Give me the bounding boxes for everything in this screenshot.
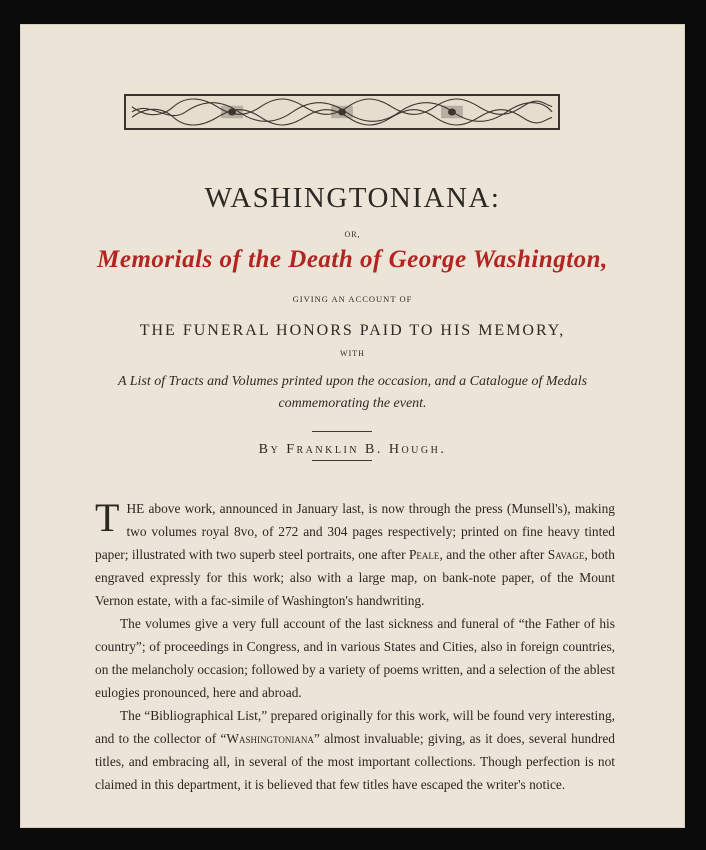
savage-name: Savage xyxy=(547,547,585,562)
washingtoniana-reference: Washingtoniana xyxy=(226,731,314,746)
paragraph-3 xyxy=(95,704,615,796)
paragraph-3-start: The “Bibliographical List,” prepared originally for this work, will be found very interesting, and to the collector of “ xyxy=(95,708,615,746)
document-title: WASHINGTONIANA: xyxy=(204,182,501,214)
lower-divider xyxy=(312,460,372,461)
list-description-line-2: commemorating the event. xyxy=(278,396,427,411)
drop-cap: T xyxy=(95,495,120,540)
author-line: By Franklin B. Hough. xyxy=(258,442,447,457)
paragraph-2: The volumes give a very full account of the last sickness and funeral of “the Father of his country”; of proceedings in Congress, and in various States and Cities, also in foreign countries, on the melancholy occasion; followed by a variety of poems written, and a selection of the ablest eulogies pronounced, here and abroad. xyxy=(95,616,615,700)
giving-account-line: GIVING AN ACCOUNT OF xyxy=(292,294,413,304)
decorative-header-ornament xyxy=(124,94,560,130)
ornament-pattern xyxy=(126,96,558,128)
or-line: OR, xyxy=(344,230,361,239)
paragraph-1 xyxy=(95,497,615,612)
upper-divider xyxy=(312,431,372,432)
paragraph-1-start: HE above work, announced in January last, is now through the press (Munsell's), making two volumes royal 8vo, of 272 and 304 pages respectively; printed on fine heavy tinted paper; illustrated with two superb steel portraits, one after xyxy=(95,501,615,562)
funeral-honors-line: THE FUNERAL HONORS PAID TO HIS MEMORY, xyxy=(139,322,566,339)
with-line: WITH xyxy=(340,349,365,358)
document-page xyxy=(20,24,685,828)
paragraph-1-middle: , and the other after xyxy=(439,547,548,562)
list-description-line-1: A List of Tracts and Volumes printed upon the occasion, and a Catalogue of Medals xyxy=(117,374,588,389)
paragraph-1-end: , both engraved expressly for this work; also with a large map, on bank-note paper, of the Mount Vernon estate, with a fac-simile of Washington's handwriting. xyxy=(95,547,615,608)
red-subtitle: Memorials of the Death of George Washington, xyxy=(97,246,608,273)
paragraph-3-end: ” almost invaluable; giving, as it does, several hundred titles, and embracing all, in several of the most important collections. Though perfection is not claimed in this department, it is believed that few titles have escaped the writer's notice. xyxy=(95,731,615,792)
body-copy xyxy=(95,497,615,796)
peale-name: Peale xyxy=(408,547,440,562)
list-description xyxy=(60,371,645,415)
